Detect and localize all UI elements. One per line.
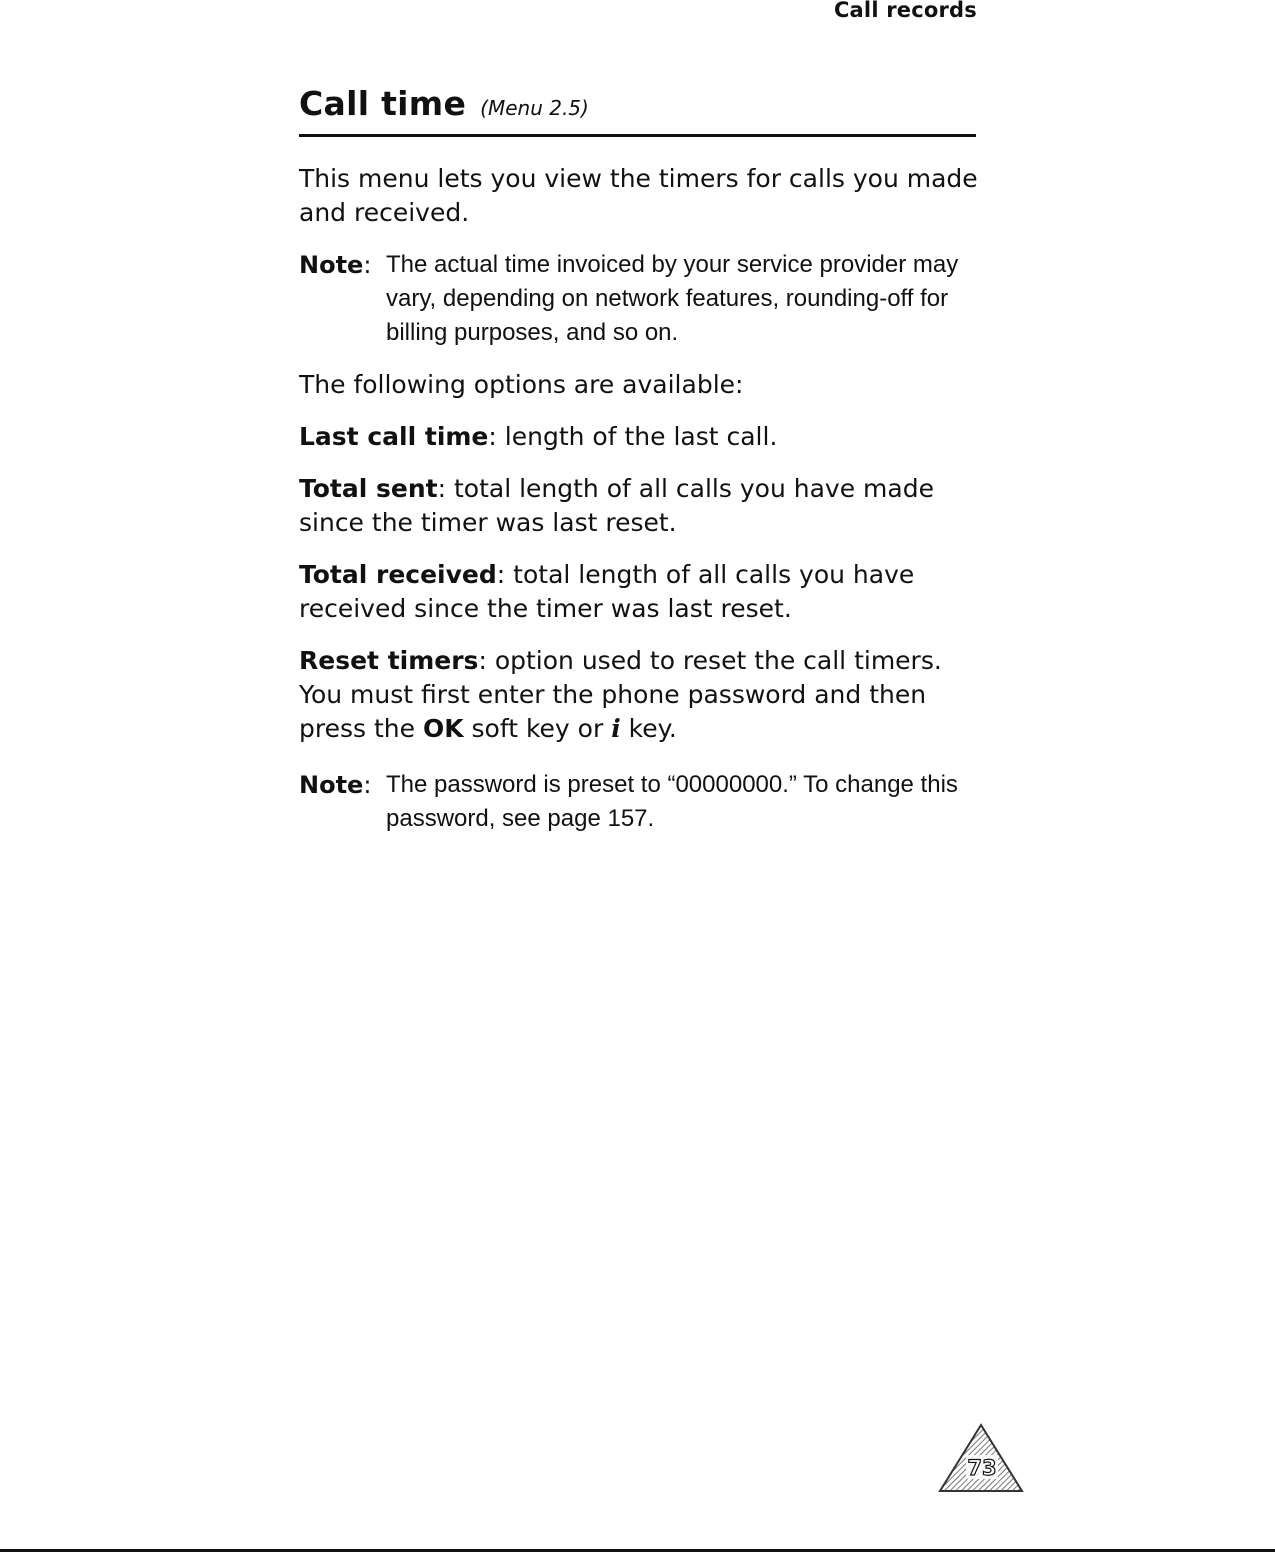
option-reset-timers: Reset timers: option used to reset the call timers. You must first enter the phone password and then press the OK soft key or i key.: [299, 646, 942, 743]
option-total-sent: Total sent: total length of all calls you have made since the timer was last reset.: [299, 474, 934, 537]
page-number: 73: [967, 1456, 997, 1480]
option-description: total length of all calls you have received since the timer was last reset.: [299, 560, 915, 623]
option-last-call-time: Last call time: length of the last call.: [299, 422, 778, 451]
option-term: Total sent: [299, 474, 438, 503]
section-title: Call time: [299, 84, 467, 123]
option-term: Last call time: [299, 422, 489, 451]
option-description: length of the last call.: [496, 422, 778, 451]
running-header: Call records: [833, 0, 977, 22]
page-number-badge: [938, 1423, 1024, 1493]
option-total-received: Total received: total length of all calls you have received since the timer was last reset.: [299, 560, 915, 623]
bottom-rule: [0, 1549, 1275, 1552]
info-key-icon: i: [611, 714, 621, 743]
option-term: Reset timers: [299, 646, 479, 675]
section-menu-ref: (Menu 2.5): [480, 96, 589, 120]
note-label: Note:: [299, 771, 372, 799]
page-content: [299, 162, 989, 854]
intro-paragraph: This menu lets you view the timers for calls you made and received.: [299, 164, 978, 227]
section-heading: [299, 84, 976, 137]
option-term: Total received: [299, 560, 497, 589]
note-second: [299, 768, 989, 836]
note-label: Note:: [299, 251, 372, 279]
options-intro: The following options are available:: [299, 370, 744, 399]
note-first: [299, 248, 989, 350]
note-text: The password is preset to “00000000.” To change this password, see page 157.: [386, 771, 958, 832]
ok-key-label: OK: [422, 714, 464, 743]
note-text: The actual time invoiced by your service provider may vary, depending on network features, rounding-off for billing purposes, and so on.: [386, 251, 959, 346]
option-description: total length of all calls you have made since the timer was last reset.: [299, 474, 934, 537]
